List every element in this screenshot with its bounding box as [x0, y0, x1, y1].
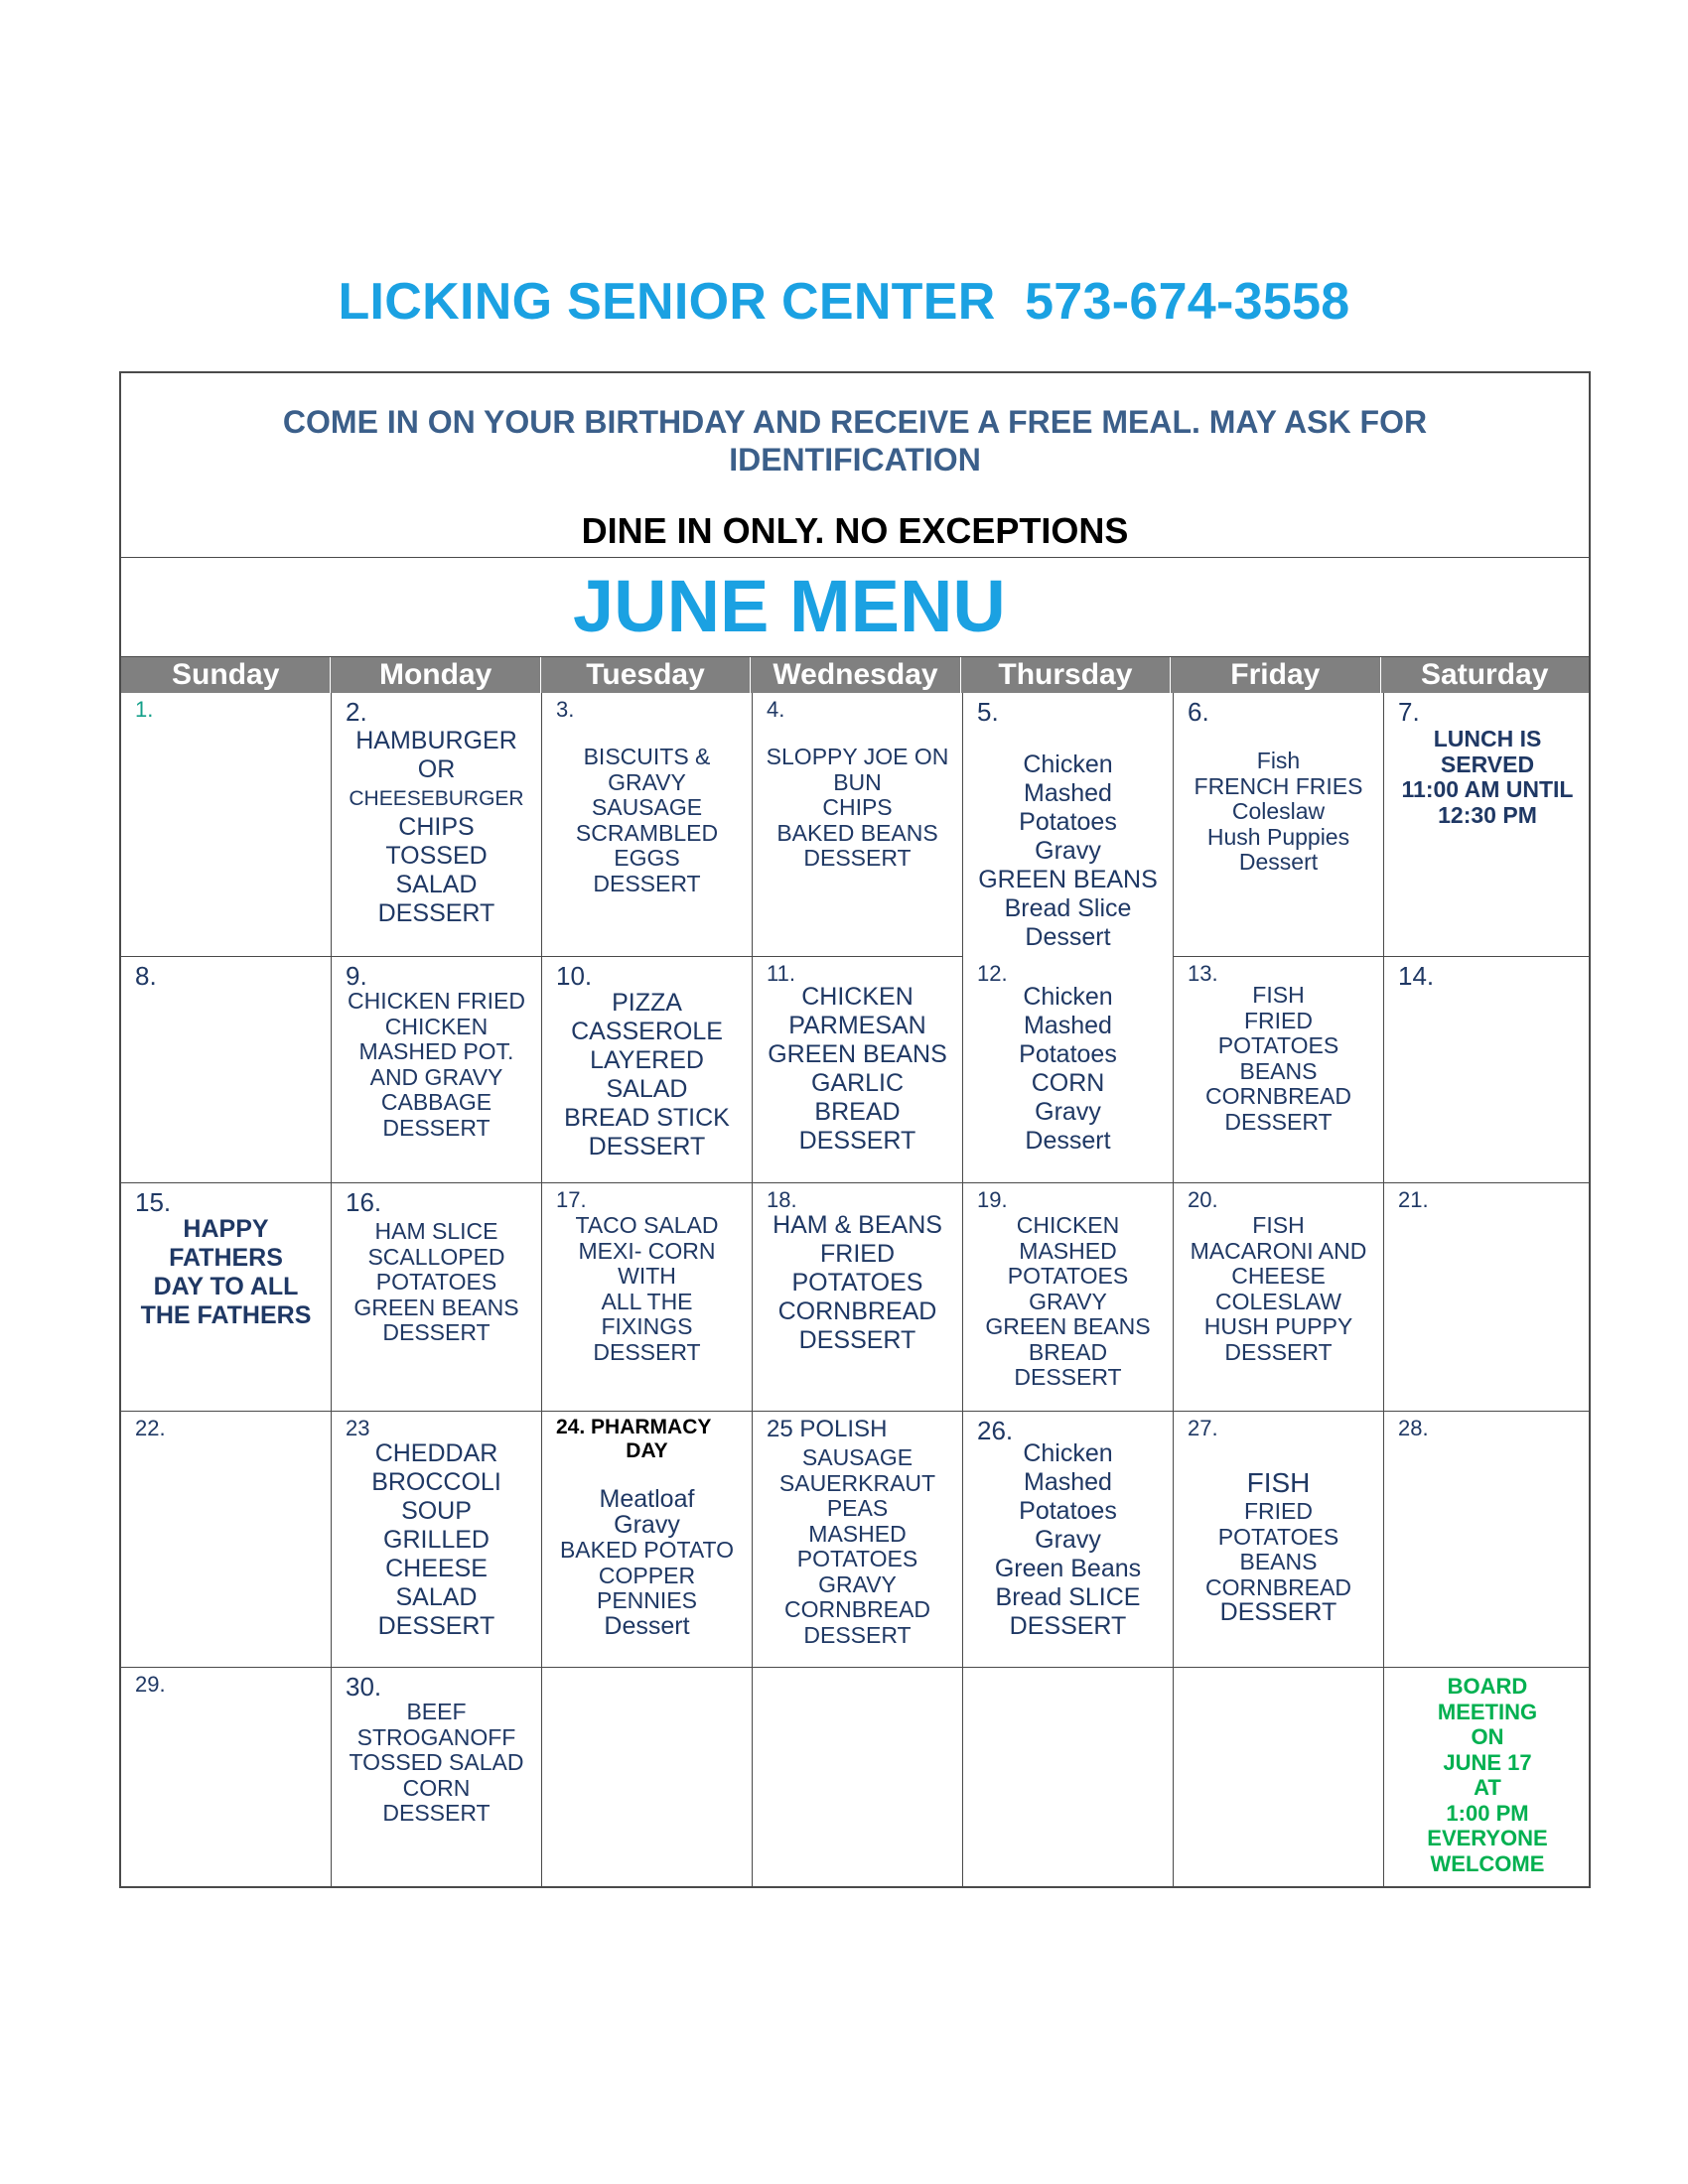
menu-item: GRILLED: [383, 1526, 490, 1554]
menu-items: [1178, 1213, 1379, 1365]
menu-item: BAKED BEANS: [776, 819, 938, 846]
menu-item: DESSERT: [593, 870, 701, 896]
day-number: 8.: [135, 961, 157, 991]
day-number: 1.: [135, 697, 154, 722]
menu-item: DESSERT: [803, 1621, 912, 1648]
menu-item: Chicken: [1023, 751, 1113, 778]
menu-item: FRIED: [1244, 1007, 1313, 1033]
day-cell-d26: [963, 1412, 1174, 1668]
menu-item: POTATOES: [791, 1269, 923, 1297]
menu-items: [336, 1700, 537, 1827]
menu-item: CHEESE: [1231, 1263, 1326, 1289]
board-meeting-line: ON: [1471, 1724, 1504, 1749]
day-cell-d28: [1384, 1412, 1591, 1668]
menu-item: Bread Slice: [1004, 894, 1132, 922]
day-cell-d3: [542, 693, 753, 957]
day-number: 12.: [977, 961, 1008, 986]
day-cell-d22: [121, 1412, 332, 1668]
day-cell-d20: [1174, 1183, 1384, 1412]
board-meeting-line: MEETING: [1437, 1699, 1538, 1724]
day-cell-d6: [1174, 693, 1384, 957]
day-number: 3.: [556, 697, 575, 722]
menu-item: Gravy: [614, 1510, 680, 1539]
menu-items: [967, 983, 1169, 1156]
day-number: 15.: [135, 1187, 172, 1217]
menu-item: SLOPPY JOE ON: [766, 744, 949, 769]
day-cell-d18: [753, 1183, 963, 1412]
menu-item: DESSERT: [1009, 1612, 1127, 1640]
menu-item: TOSSED SALAD: [349, 1749, 524, 1775]
weekday-monday: Monday: [331, 657, 540, 693]
menu-item: SAUERKRAUT: [778, 1469, 936, 1496]
menu-item: PEAS: [826, 1495, 889, 1521]
menu-item: CORN: [402, 1774, 471, 1801]
menu-item: DESSERT: [382, 1800, 491, 1826]
menu-item: Mashed: [1024, 1468, 1112, 1496]
menu-item: CHICKEN: [1016, 1212, 1120, 1238]
menu-item: SALAD: [395, 871, 478, 898]
day-cell-d9: [332, 957, 542, 1183]
menu-item: SAUSAGE: [591, 794, 703, 820]
weekday-sunday: Sunday: [121, 657, 331, 693]
menu-item: BREAD STICK: [564, 1104, 730, 1132]
board-meeting-line: 1:00 PM: [1446, 1800, 1529, 1826]
menu-item: CHICKEN: [384, 1013, 489, 1039]
menu-item: SALAD: [606, 1075, 688, 1103]
menu-item: LAYERED: [590, 1046, 704, 1074]
menu-item: FISH: [1252, 1212, 1305, 1238]
menu-items: [1178, 1467, 1379, 1626]
day-number: 16.: [346, 1187, 382, 1217]
day-number: 19.: [977, 1187, 1008, 1212]
day-number: 30.: [346, 1672, 382, 1702]
menu-item: CHEESEBURGER: [349, 787, 524, 810]
menu-item: HUSH PUPPY: [1203, 1313, 1353, 1339]
menu-item: Green Beans: [994, 1555, 1142, 1582]
menu-item: MASHED POT.: [358, 1038, 514, 1064]
menu-item: MASHED: [808, 1520, 907, 1547]
day-number: 29.: [135, 1672, 166, 1697]
menu-items: [757, 983, 958, 1156]
board-meeting-line: EVERYONE: [1427, 1826, 1548, 1850]
day-cell-d27: [1174, 1412, 1384, 1668]
birthday-notice-line1: COME IN ON YOUR BIRTHDAY AND RECEIVE A FREE MEAL. MAY ASK FOR: [282, 404, 1428, 440]
menu-item: Bread SLICE: [995, 1583, 1141, 1611]
menu-item: CASSEROLE: [571, 1018, 723, 1045]
day-number: 14.: [1398, 961, 1435, 991]
menu-item: Gravy: [1035, 1526, 1101, 1554]
menu-item: STROGANOFF: [356, 1723, 516, 1750]
menu-item: CHEDDAR: [374, 1439, 498, 1467]
menu-items: [125, 1215, 327, 1330]
menu-item: DESSERT: [1014, 1364, 1122, 1390]
menu-items: [1178, 983, 1379, 1135]
menu-items: [546, 989, 748, 1161]
menu-items: [336, 989, 537, 1141]
day-number: 22.: [135, 1416, 166, 1440]
menu-item: COLESLAW: [1215, 1288, 1341, 1314]
day-cell-blank2: [753, 1668, 963, 1888]
day-number: 21.: [1398, 1187, 1429, 1212]
menu-title-row: [121, 558, 1589, 657]
menu-items: [336, 1439, 537, 1641]
day-number: 5.: [977, 697, 999, 727]
day-cell-d16: [332, 1183, 542, 1412]
menu-item: Potatoes: [1019, 808, 1117, 836]
menu-item: FIXINGS: [601, 1313, 693, 1339]
day-cell-d24: [542, 1412, 753, 1668]
menu-items: [546, 745, 748, 896]
day-cell-d21: [1384, 1183, 1591, 1412]
menu-item: PIZZA: [612, 989, 682, 1017]
day-number: 6.: [1188, 697, 1209, 727]
menu-item: BREAD: [814, 1098, 901, 1126]
menu-item: AND GRAVY: [369, 1063, 503, 1090]
menu-item: HAMBURGER: [355, 727, 517, 754]
board-meeting-line: BOARD: [1447, 1674, 1528, 1699]
day-number: 27.: [1188, 1416, 1218, 1440]
menu-item: POTATOES: [1007, 1263, 1129, 1289]
menu-item: GREEN BEANS: [353, 1294, 519, 1320]
menu-item: TOSSED: [385, 842, 488, 870]
menu-title: JUNE MENU: [573, 565, 1006, 647]
menu-item: POTATOES: [1217, 1032, 1339, 1058]
menu-item: Mashed: [1024, 1012, 1112, 1039]
day-cell-d29: [121, 1668, 332, 1888]
menu-items: [336, 1219, 537, 1346]
menu-item: Potatoes: [1019, 1497, 1117, 1525]
day-number: 13.: [1188, 961, 1218, 986]
day-number: 10.: [556, 961, 593, 991]
menu-item: EGGS: [614, 845, 680, 871]
menu-item: DESSERT: [588, 1133, 706, 1160]
menu-item: MASHED: [1019, 1237, 1117, 1264]
menu-item: FRIED: [1244, 1498, 1313, 1524]
board-meeting-line: JUNE 17: [1443, 1749, 1532, 1775]
menu-item: FISH: [1252, 982, 1305, 1008]
dine-in-notice: DINE IN ONLY. NO EXCEPTIONS: [581, 510, 1129, 551]
menu-item: GRAVY: [818, 1570, 897, 1597]
menu-item: POTATOES: [796, 1546, 918, 1571]
menu-item: CORNBREAD: [1205, 1083, 1351, 1109]
menu-item: GREEN BEANS: [978, 866, 1158, 893]
day-cell-d4: [753, 693, 963, 957]
menu-items: [1388, 727, 1587, 828]
menu-item: SCRAMBLED: [575, 819, 719, 846]
menu-item: MEXI- CORN: [578, 1237, 716, 1264]
day-number: 20.: [1188, 1187, 1218, 1212]
menu-items: [967, 1213, 1169, 1391]
day-cell-d5: [963, 693, 1174, 957]
menu-item: Gravy: [1035, 837, 1101, 865]
menu-item: Coleslaw: [1231, 798, 1326, 824]
menu-item: TACO SALAD: [575, 1212, 719, 1238]
menu-item: FISH: [1246, 1467, 1311, 1498]
day-cell-d23: [332, 1412, 542, 1668]
menu-item: Dessert: [604, 1611, 690, 1640]
notice-box: [121, 373, 1589, 558]
menu-item: Chicken: [1023, 1439, 1113, 1467]
menu-item: Hush Puppies: [1206, 823, 1350, 850]
menu-item: DESSERT: [798, 1127, 916, 1155]
menu-item: GRAVY: [1029, 1288, 1107, 1314]
menu-item: SCALLOPED: [367, 1243, 505, 1270]
menu-items: [546, 1487, 748, 1639]
day-cell-d11: [753, 957, 963, 1183]
menu-item: COPPER: [598, 1562, 696, 1588]
menu-item: SERVED: [1440, 751, 1535, 777]
weekday-header: [121, 657, 1589, 693]
day-cell-d7: [1384, 693, 1591, 957]
weekday-friday: Friday: [1171, 657, 1380, 693]
menu-item: 12:30 PM: [1438, 801, 1537, 828]
menu-item: CHICKEN FRIED: [348, 988, 525, 1014]
menu-item: DAY TO ALL: [153, 1273, 299, 1300]
weekday-tuesday: Tuesday: [541, 657, 751, 693]
day-cell-blank1: [542, 1668, 753, 1888]
menu-item: WITH: [618, 1263, 676, 1289]
day-cell-d15: [121, 1183, 332, 1412]
day-number: 28.: [1398, 1416, 1429, 1440]
menu-item: BAKED POTATO: [559, 1537, 735, 1563]
day-cell-d14: [1384, 957, 1591, 1183]
menu-item: BEANS: [1239, 1549, 1318, 1574]
menu-item: Dessert: [1025, 923, 1111, 951]
menu-item: DESSERT: [803, 845, 912, 871]
menu-item: DESSERT: [382, 1114, 491, 1141]
menu-item: HAM SLICE: [374, 1218, 498, 1244]
menu-item: THE FATHERS: [140, 1301, 312, 1329]
page-title: LICKING SENIOR CENTER 573-674-3558: [338, 273, 1350, 331]
menu-item: CABBAGE: [380, 1089, 492, 1115]
birthday-notice: [121, 403, 1589, 478]
menu-item: DESSERT: [1224, 1108, 1333, 1135]
menu-item: GARLIC: [810, 1069, 905, 1097]
day-cell-d13: [1174, 957, 1384, 1183]
menu-item: Dessert: [1238, 849, 1319, 875]
day-cell-blank4: [1174, 1668, 1384, 1888]
menu-item: DESSERT: [377, 1612, 495, 1640]
menu-item: GRAVY: [608, 768, 686, 795]
menu-item: FRIED: [820, 1240, 895, 1268]
menu-items: [336, 727, 537, 928]
menu-item: Gravy: [1035, 1098, 1101, 1126]
menu-item: BREAD: [1028, 1338, 1108, 1365]
menu-item: Meatloaf: [599, 1485, 695, 1513]
menu-item: DESSERT: [1224, 1338, 1333, 1365]
menu-item: HAPPY: [183, 1215, 269, 1243]
menu-item: CHICKEN: [801, 983, 914, 1011]
menu-item: SAUSAGE: [801, 1444, 914, 1470]
menu-item: CHEESE: [385, 1555, 488, 1582]
day-number: 11.: [767, 961, 795, 986]
day-cell-d2: [332, 693, 542, 957]
day-cell-d1: [121, 693, 332, 957]
day-number: 9.: [346, 961, 367, 991]
day-number: 7.: [1398, 697, 1420, 727]
day-cell-d25: [753, 1412, 963, 1668]
day-cell-d10: [542, 957, 753, 1183]
menu-item: SOUP: [401, 1497, 472, 1525]
menu-items: [757, 1445, 958, 1648]
menu-item: CORN: [1031, 1069, 1105, 1097]
day-number: 18.: [767, 1187, 797, 1212]
menu-item: DESSERT: [377, 899, 495, 927]
day-number: 26.: [977, 1416, 1014, 1445]
day-event-label: DAY: [626, 1439, 668, 1462]
menu-item: FATHERS: [169, 1244, 283, 1272]
day-number: 25 POLISH: [767, 1416, 888, 1442]
menu-item: BUN: [833, 768, 882, 795]
menu-item: LUNCH IS: [1433, 726, 1542, 751]
menu-item: CHIPS: [398, 813, 475, 841]
day-number: 17.: [556, 1187, 587, 1212]
menu-items: [967, 1439, 1169, 1641]
menu-item: CORNBREAD: [1205, 1573, 1351, 1600]
menu-item: Chicken: [1023, 983, 1113, 1011]
menu-calendar: [119, 371, 1591, 1888]
birthday-notice-line2: IDENTIFICATION: [729, 442, 981, 478]
menu-item: OR: [417, 755, 456, 783]
menu-item: BISCUITS &: [583, 744, 711, 769]
day-cell-d8: [121, 957, 332, 1183]
menu-item: 11:00 AM UNTIL: [1401, 776, 1574, 802]
menu-item: BEEF: [406, 1699, 467, 1724]
menu-item: MACARONI AND: [1190, 1237, 1367, 1264]
menu-item: Dessert: [1025, 1127, 1111, 1155]
day-cell-d30: [332, 1668, 542, 1888]
day-cell-d12: [963, 957, 1174, 1183]
menu-item: CHIPS: [822, 794, 893, 820]
menu-item: Potatoes: [1019, 1040, 1117, 1068]
menu-item: DESSERT: [798, 1326, 916, 1354]
menu-items: [757, 1211, 958, 1355]
day-cell-board: [1384, 1668, 1591, 1888]
menu-item: POTATOES: [1217, 1523, 1339, 1550]
menu-item: PARMESAN: [788, 1012, 926, 1039]
menu-item: POTATOES: [375, 1269, 497, 1295]
menu-item: GREEN BEANS: [768, 1040, 947, 1068]
menu-item: CORNBREAD: [784, 1596, 930, 1622]
day-cell-d17: [542, 1183, 753, 1412]
menu-items: [757, 745, 958, 872]
board-meeting-line: WELCOME: [1430, 1850, 1545, 1876]
day-number: 24. PHARMACY: [556, 1416, 712, 1438]
menu-item: BEANS: [1239, 1057, 1318, 1084]
weekday-saturday: Saturday: [1421, 658, 1549, 691]
menu-item: Mashed: [1024, 779, 1112, 807]
menu-item: CORNBREAD: [777, 1297, 937, 1325]
weekday-thursday: Thursday: [961, 657, 1171, 693]
weekday-wednesday: Wednesday: [751, 657, 960, 693]
board-meeting-note: [1388, 1674, 1587, 1876]
menu-item: Fish: [1256, 748, 1301, 773]
menu-item: HAM & BEANS: [773, 1211, 942, 1239]
menu-item: DESSERT: [1219, 1598, 1337, 1626]
menu-item: FRENCH FRIES: [1194, 772, 1363, 799]
day-cell-d19: [963, 1183, 1174, 1412]
menu-item: ALL THE: [601, 1288, 693, 1314]
day-number: 4.: [767, 697, 785, 722]
day-cell-blank3: [963, 1668, 1174, 1888]
day-number: 23: [346, 1416, 370, 1440]
day-number: 2.: [346, 697, 367, 727]
menu-item: DESSERT: [382, 1319, 491, 1345]
menu-items: [1178, 749, 1379, 876]
board-meeting-line: AT: [1474, 1775, 1501, 1800]
menu-item: DESSERT: [593, 1338, 701, 1365]
menu-item: SALAD: [395, 1583, 478, 1611]
menu-item: BROCCOLI: [371, 1468, 501, 1496]
menu-items: [546, 1213, 748, 1365]
menu-item: GREEN BEANS: [985, 1313, 1151, 1339]
menu-item: PENNIES: [597, 1587, 697, 1613]
menu-items: [967, 751, 1169, 952]
